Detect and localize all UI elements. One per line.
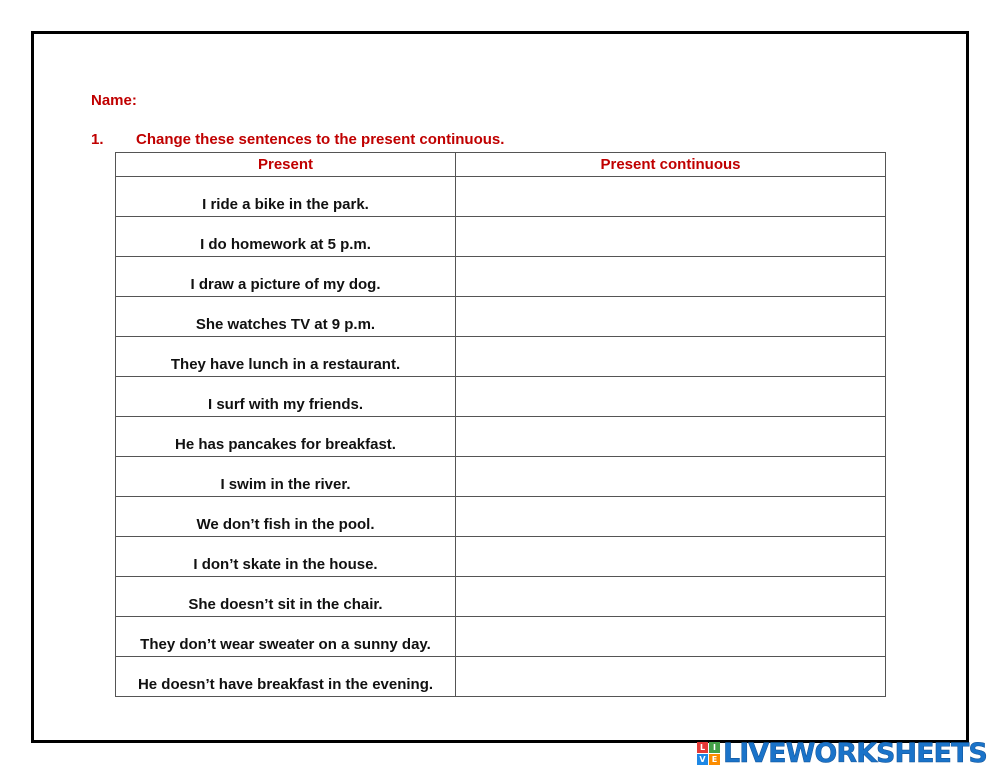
table-row — [116, 217, 886, 257]
present-sentence: He has pancakes for breakfast. — [116, 417, 456, 457]
answer-cell — [456, 537, 886, 577]
table-row — [116, 657, 886, 697]
answer-input[interactable] — [456, 500, 885, 536]
table-row — [116, 257, 886, 297]
present-sentence: I swim in the river. — [116, 457, 456, 497]
name-label: Name: — [91, 92, 137, 109]
instruction-text: Change these sentences to the present continuous. — [136, 131, 505, 148]
column-header-present-continuous: Present continuous — [456, 153, 886, 177]
answer-input[interactable] — [456, 180, 885, 216]
answer-cell — [456, 417, 886, 457]
table-row — [116, 537, 886, 577]
column-header-present: Present — [116, 153, 456, 177]
table-row — [116, 577, 886, 617]
instruction — [91, 131, 504, 148]
table-row — [116, 377, 886, 417]
answer-input[interactable] — [456, 420, 885, 456]
logo-text: LIVEWORKSHEETS — [723, 737, 987, 769]
logo-block: I — [709, 742, 720, 753]
table-row — [116, 457, 886, 497]
present-sentence: I surf with my friends. — [116, 377, 456, 417]
table-row — [116, 177, 886, 217]
liveworksheets-logo — [697, 738, 987, 768]
logo-block: L — [697, 742, 708, 753]
answer-cell — [456, 457, 886, 497]
answer-cell — [456, 577, 886, 617]
logo-block: E — [709, 754, 720, 765]
answer-cell — [456, 337, 886, 377]
present-sentence: She watches TV at 9 p.m. — [116, 297, 456, 337]
table-row — [116, 617, 886, 657]
present-sentence: I ride a bike in the park. — [116, 177, 456, 217]
table-row — [116, 497, 886, 537]
answer-cell — [456, 297, 886, 337]
answer-input[interactable] — [456, 660, 885, 696]
answer-input[interactable] — [456, 300, 885, 336]
instruction-number: 1. — [91, 131, 104, 148]
logo-block: V — [697, 754, 708, 765]
answer-input[interactable] — [456, 380, 885, 416]
logo-blocks-icon — [697, 742, 720, 765]
answer-input[interactable] — [456, 540, 885, 576]
answer-cell — [456, 377, 886, 417]
present-sentence: I don’t skate in the house. — [116, 537, 456, 577]
present-sentence: They have lunch in a restaurant. — [116, 337, 456, 377]
answer-input[interactable] — [456, 460, 885, 496]
table-row — [116, 297, 886, 337]
answer-cell — [456, 497, 886, 537]
exercise-table — [115, 152, 886, 697]
answer-input[interactable] — [456, 620, 885, 656]
answer-cell — [456, 657, 886, 697]
present-sentence: We don’t fish in the pool. — [116, 497, 456, 537]
answer-input[interactable] — [456, 340, 885, 376]
answer-cell — [456, 257, 886, 297]
answer-input[interactable] — [456, 580, 885, 616]
answer-cell — [456, 617, 886, 657]
present-sentence: She doesn’t sit in the chair. — [116, 577, 456, 617]
table-row — [116, 337, 886, 377]
table-header-row — [116, 153, 886, 177]
answer-input[interactable] — [456, 220, 885, 256]
present-sentence: I draw a picture of my dog. — [116, 257, 456, 297]
table-row — [116, 417, 886, 457]
answer-cell — [456, 217, 886, 257]
present-sentence: They don’t wear sweater on a sunny day. — [116, 617, 456, 657]
answer-input[interactable] — [456, 260, 885, 296]
present-sentence: He doesn’t have breakfast in the evening. — [116, 657, 456, 697]
present-sentence: I do homework at 5 p.m. — [116, 217, 456, 257]
answer-cell — [456, 177, 886, 217]
